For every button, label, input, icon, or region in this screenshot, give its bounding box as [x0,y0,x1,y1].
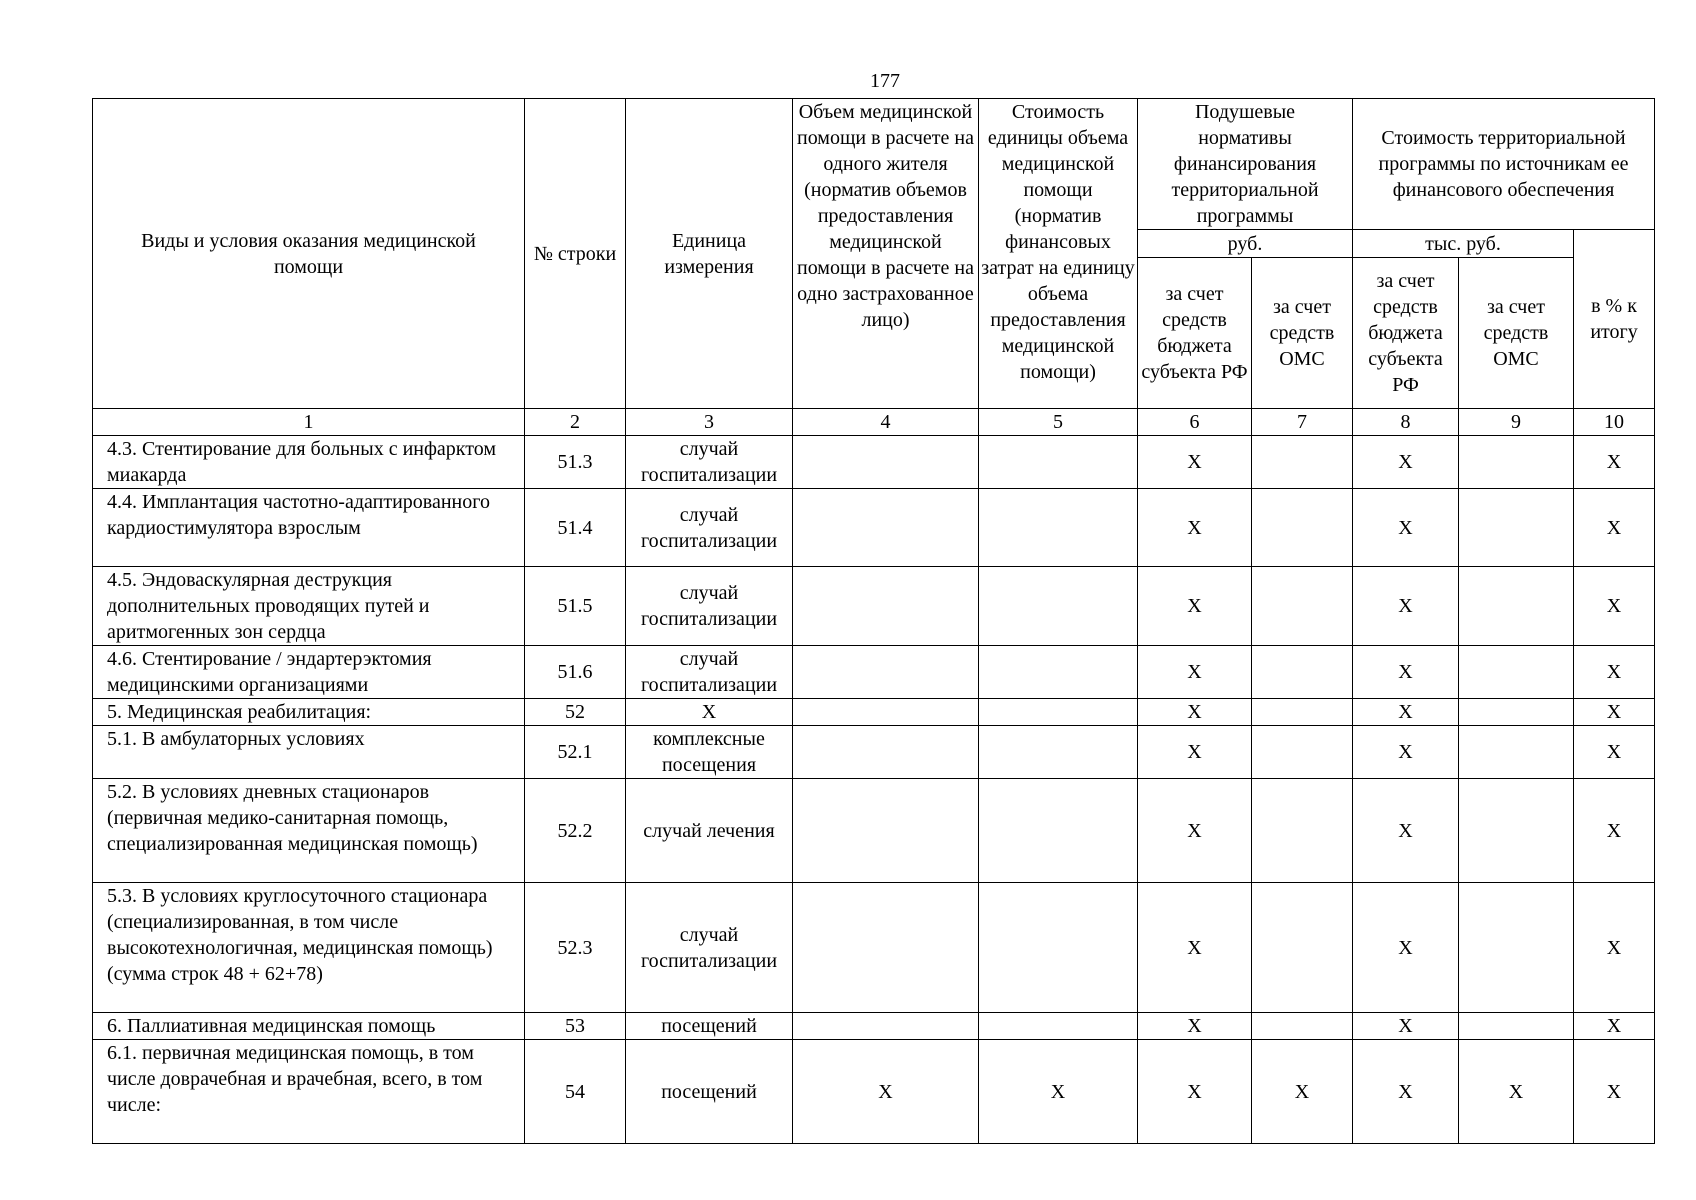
row-value-cell: Х [1138,699,1252,726]
row-line-cell: 51.4 [525,489,626,567]
row-value-cell: Х [1574,1013,1655,1040]
row-unit-cell: Х [626,699,793,726]
column-number-row [93,409,1655,436]
header-col3: Единица измерения [626,99,793,409]
header-col4: Объем медицинской помощи в расчете на одного жителя (норматив объемов предоставления медицинской помощи в расчете на одно застрахованное лицо) [793,99,979,409]
row-value-cell: Х [1138,646,1252,699]
row-value-cell [1252,436,1353,489]
row-value-cell [793,489,979,567]
row-value-cell [1459,699,1574,726]
row-value-cell: Х [1574,1040,1655,1144]
row-value-cell [1252,646,1353,699]
table-row [93,1013,1655,1040]
column-number: 7 [1252,409,1353,436]
row-line-cell: 52.2 [525,779,626,883]
row-value-cell [1459,1013,1574,1040]
row-value-cell: Х [1574,567,1655,646]
row-value-cell [793,883,979,1013]
row-value-cell: Х [793,1040,979,1144]
row-value-cell [1459,567,1574,646]
header-unit-b: тыс. руб. [1353,230,1574,258]
row-value-cell: Х [1138,883,1252,1013]
row-value-cell: Х [1138,567,1252,646]
row-line-cell: 51.3 [525,436,626,489]
row-value-cell: Х [1574,779,1655,883]
header-oms-a: за счет средств ОМС [1252,258,1353,409]
row-value-cell [979,699,1138,726]
header-group-a: Подушевые нормативы финансирования территориальной программы [1138,99,1353,230]
row-value-cell [1459,779,1574,883]
row-value-cell: Х [1138,1013,1252,1040]
row-value-cell [1459,726,1574,779]
row-value-cell: Х [1138,489,1252,567]
row-value-cell: Х [1574,883,1655,1013]
row-line-cell: 51.6 [525,646,626,699]
row-value-cell [793,779,979,883]
row-unit-cell: случай госпитализации [626,646,793,699]
row-value-cell [979,883,1138,1013]
row-value-cell [1252,883,1353,1013]
row-value-cell: Х [1574,726,1655,779]
page-number: 177 [870,70,900,92]
row-value-cell: Х [1574,489,1655,567]
row-value-cell: Х [979,1040,1138,1144]
row-value-cell: Х [1353,699,1459,726]
row-value-cell: Х [1574,699,1655,726]
row-name-cell: 4.6. Стентирование / эндартерэктомия медицинскими организациями [93,646,525,699]
row-value-cell [1252,489,1353,567]
column-number: 3 [626,409,793,436]
row-value-cell: Х [1252,1040,1353,1144]
table-row [93,726,1655,779]
row-value-cell [793,699,979,726]
row-name-cell: 4.5. Эндоваскулярная деструкция дополнительных проводящих путей и аритмогенных зон сердца [93,567,525,646]
column-number: 6 [1138,409,1252,436]
header-budget-b: за счет средств бюджета субъекта РФ [1353,258,1459,409]
header-col5: Стоимость единицы объема медицинской помощи (норматив финансовых затрат на единицу объема предоставления медицинской помощи) [979,99,1138,409]
row-line-cell: 51.5 [525,567,626,646]
row-value-cell [1459,883,1574,1013]
row-unit-cell: комплексные посещения [626,726,793,779]
row-value-cell: Х [1353,436,1459,489]
table-row [93,779,1655,883]
column-number: 10 [1574,409,1655,436]
row-value-cell [979,1013,1138,1040]
row-value-cell [979,489,1138,567]
column-number: 2 [525,409,626,436]
row-name-cell: 4.4. Имплантация частотно-адаптированного кардиостимулятора взрослым [93,489,525,567]
row-line-cell: 52.1 [525,726,626,779]
row-value-cell: Х [1353,779,1459,883]
header-percent: в % к итогу [1574,230,1655,409]
header-oms-b: за счет средств ОМС [1459,258,1574,409]
row-value-cell [1252,699,1353,726]
row-unit-cell: случай госпитализации [626,489,793,567]
row-name-cell: 6.1. первичная медицинская помощь, в том числе доврачебная и врачебная, всего, в том числе: [93,1040,525,1144]
row-name-cell: 5.3. В условиях круглосуточного стационара (специализированная, в том числе высокотехнологичная, медицинская помощь) (сумма строк 48 + 62+78) [93,883,525,1013]
table-row [93,699,1655,726]
row-value-cell [793,1013,979,1040]
row-value-cell [793,436,979,489]
column-number: 1 [93,409,525,436]
row-value-cell: Х [1353,489,1459,567]
header-budget-a: за счет средств бюджета субъекта РФ [1138,258,1252,409]
row-unit-cell: случай госпитализации [626,883,793,1013]
row-value-cell: Х [1353,1040,1459,1144]
row-name-cell: 6. Паллиативная медицинская помощь [93,1013,525,1040]
table-row [93,1040,1655,1144]
row-value-cell: Х [1353,567,1459,646]
row-value-cell [979,726,1138,779]
row-unit-cell: случай лечения [626,779,793,883]
header-unit-a: руб. [1138,230,1353,258]
row-value-cell: Х [1459,1040,1574,1144]
row-value-cell [979,436,1138,489]
row-value-cell [793,646,979,699]
row-value-cell: Х [1353,1013,1459,1040]
row-value-cell [1459,489,1574,567]
row-name-cell: 5. Медицинская реабилитация: [93,699,525,726]
row-name-cell: 5.1. В амбулаторных условиях [93,726,525,779]
row-value-cell [1252,567,1353,646]
row-value-cell: Х [1138,726,1252,779]
data-table [92,98,1655,1144]
row-value-cell [979,646,1138,699]
table-row [93,436,1655,489]
table-row [93,646,1655,699]
row-value-cell: Х [1353,726,1459,779]
row-value-cell [979,567,1138,646]
header-group-b: Стоимость территориальной программы по источникам ее финансового обеспечения [1353,99,1655,230]
row-value-cell: Х [1574,646,1655,699]
row-name-cell: 4.3. Стентирование для больных с инфарктом миакарда [93,436,525,489]
column-number: 5 [979,409,1138,436]
row-name-cell: 5.2. В условиях дневных стационаров (первичная медико-санитарная помощь, специализированная медицинская помощь) [93,779,525,883]
row-value-cell [1252,726,1353,779]
row-value-cell: Х [1574,436,1655,489]
table-row [93,883,1655,1013]
row-unit-cell: посещений [626,1013,793,1040]
row-value-cell [793,567,979,646]
column-number: 4 [793,409,979,436]
row-value-cell: Х [1138,779,1252,883]
table-row [93,567,1655,646]
row-line-cell: 53 [525,1013,626,1040]
row-value-cell: Х [1353,883,1459,1013]
row-value-cell [979,779,1138,883]
column-number: 8 [1353,409,1459,436]
row-value-cell [793,726,979,779]
table-row [93,489,1655,567]
row-unit-cell: случай госпитализации [626,436,793,489]
row-unit-cell: посещений [626,1040,793,1144]
header-col1: Виды и условия оказания медицинской помощи [93,99,525,409]
row-value-cell: Х [1138,436,1252,489]
column-number: 9 [1459,409,1574,436]
row-value-cell [1459,436,1574,489]
row-value-cell: Х [1353,646,1459,699]
header-col2: № строки [525,99,626,409]
row-value-cell [1459,646,1574,699]
row-line-cell: 52.3 [525,883,626,1013]
row-value-cell: Х [1138,1040,1252,1144]
row-unit-cell: случай госпитализации [626,567,793,646]
row-line-cell: 52 [525,699,626,726]
row-value-cell [1252,1013,1353,1040]
row-line-cell: 54 [525,1040,626,1144]
row-value-cell [1252,779,1353,883]
